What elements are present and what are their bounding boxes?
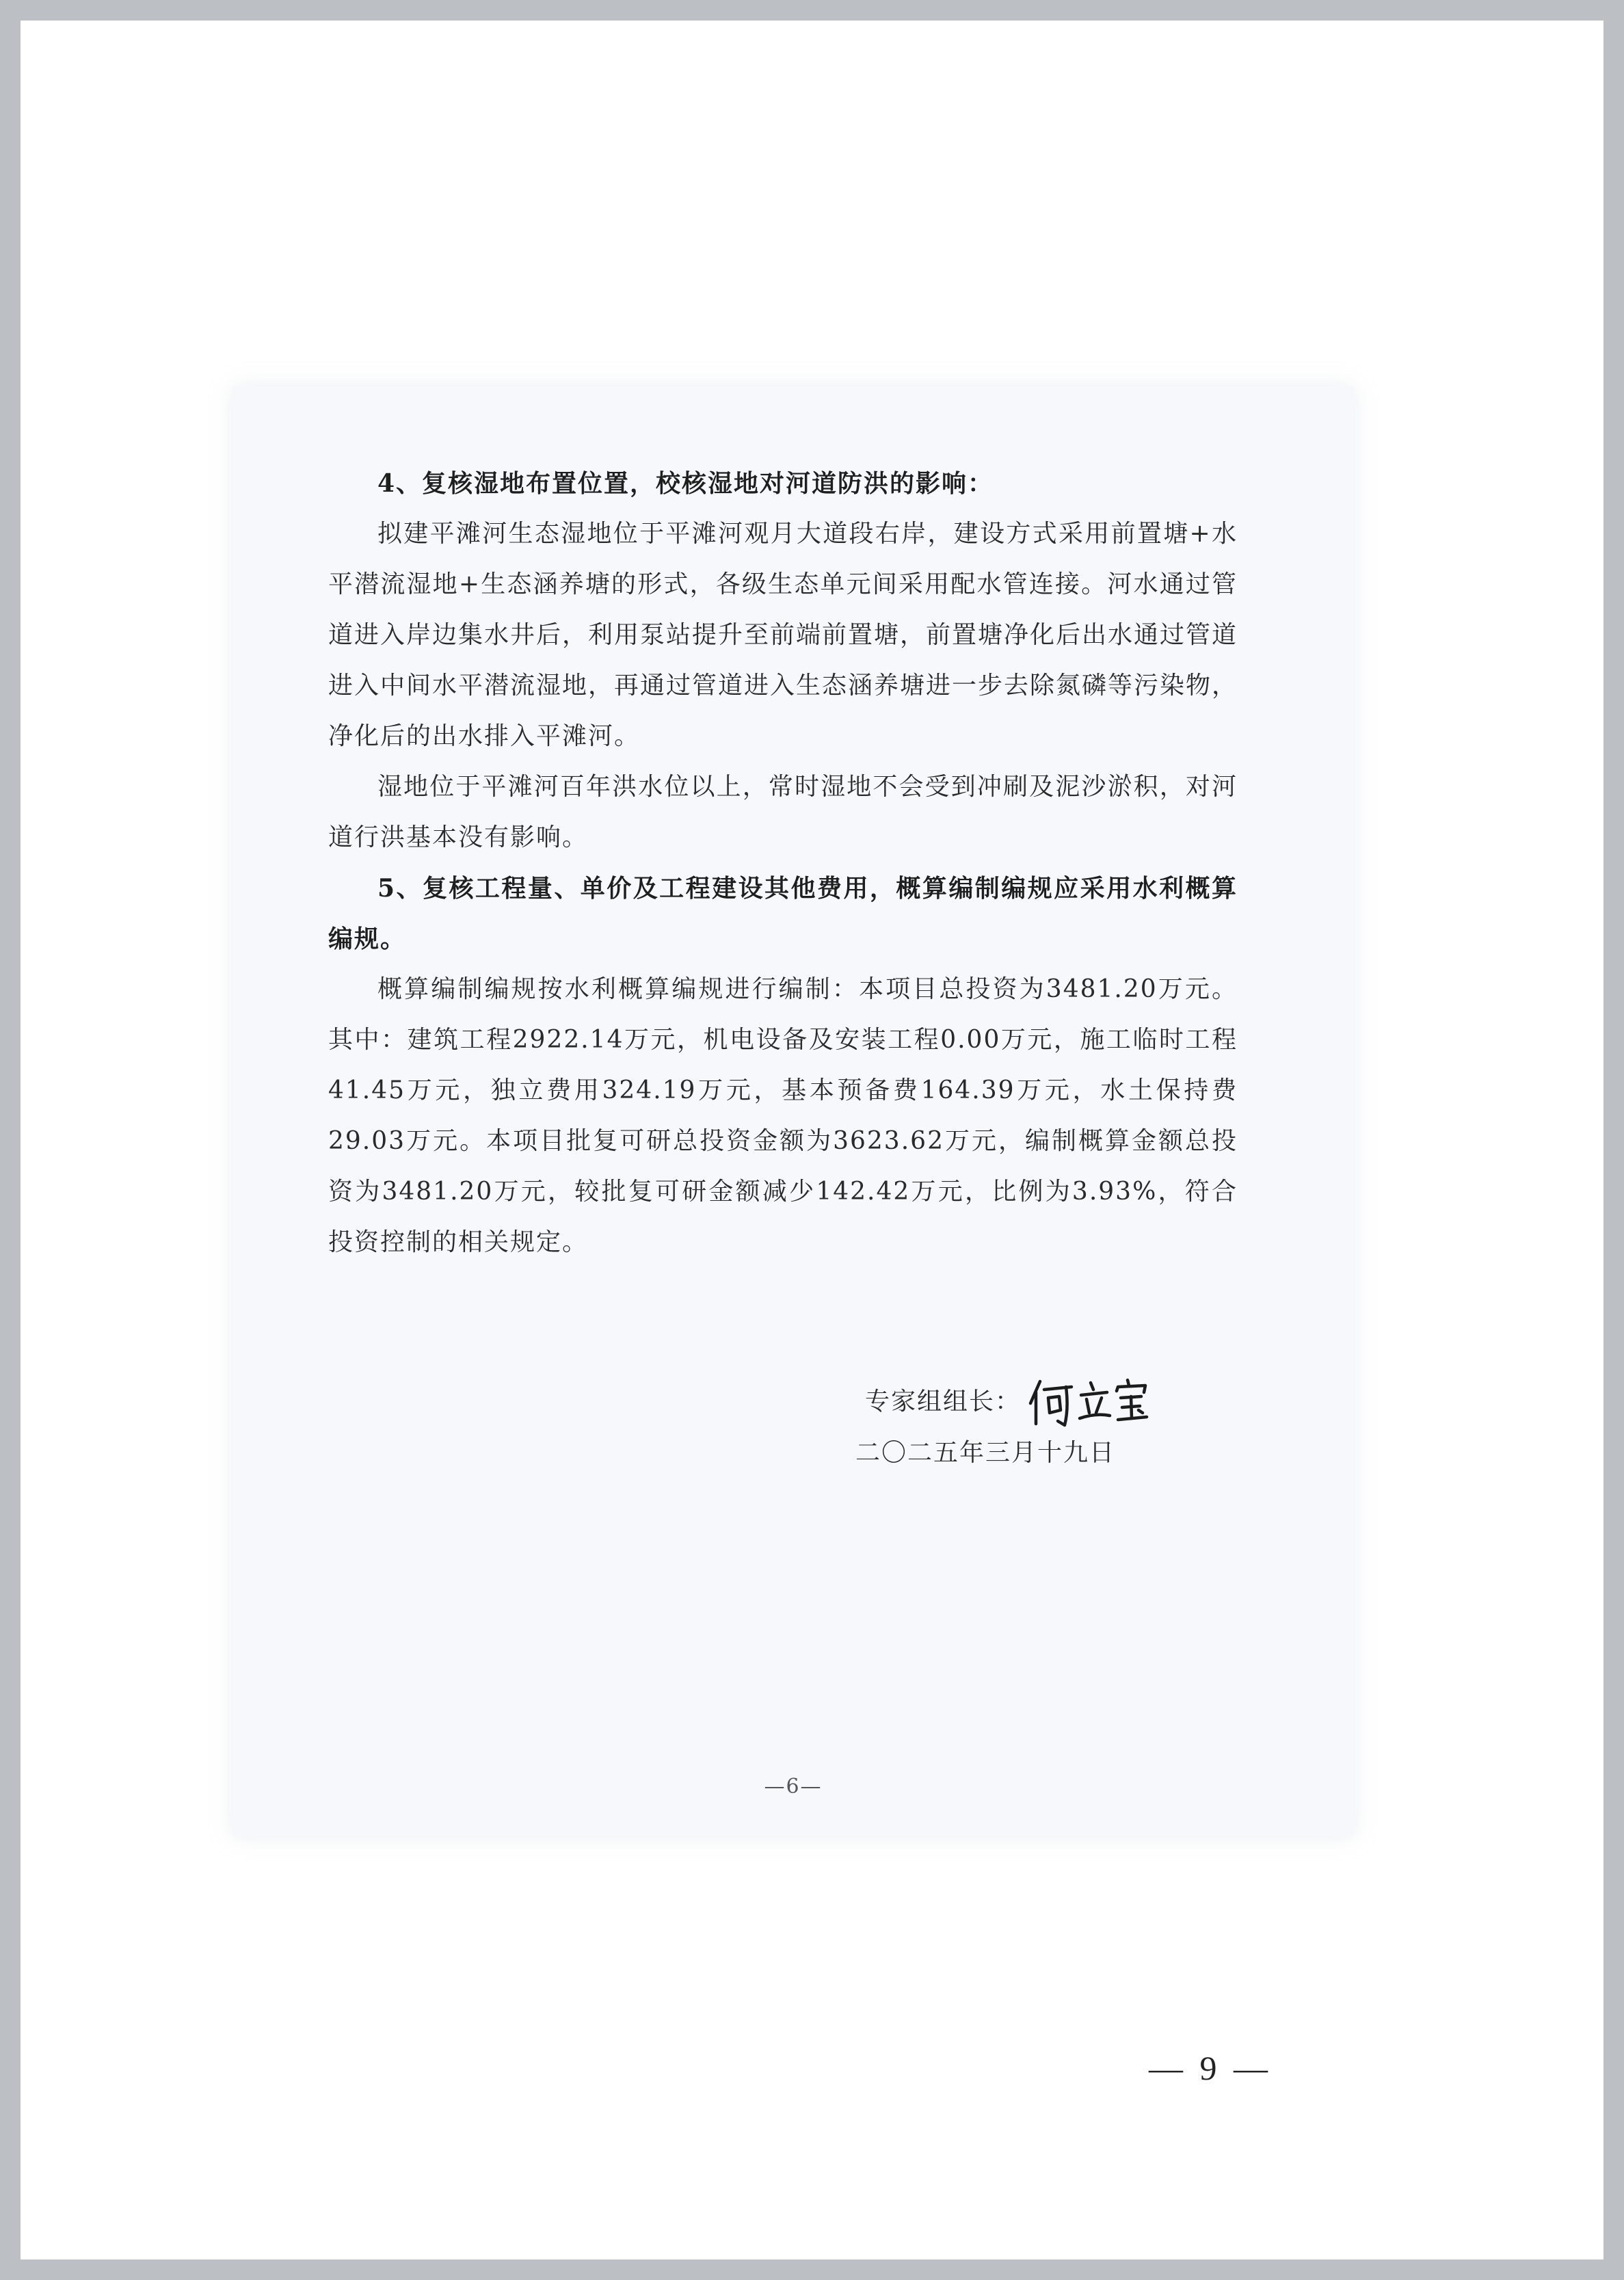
paragraph-flood-impact: 湿地位于平滩河百年洪水位以上，常时湿地不会受到冲刷及泥沙淤积，对河道行洪基本没有影响。 — [328, 773, 1238, 851]
page-number: — 9 — — [1149, 2049, 1272, 2087]
section-heading-4: 4、复核湿地布置位置，校核湿地对河道防洪的影响： — [377, 469, 994, 498]
handwritten-signature — [1025, 1375, 1155, 1429]
scanned-page — [232, 386, 1354, 1836]
scan-page-footer: —6— — [764, 1775, 823, 1799]
signature-block — [855, 1375, 1155, 1477]
section-heading-5: 5、复核工程量、单价及工程建设其他费用，概算编制编规应采用水利概算编规。 — [328, 874, 1238, 953]
signature-date: 二〇二五年三月十九日 — [855, 1439, 1116, 1467]
paragraph-budget: 概算编制编规按水利概算编规进行编制：本项目总投资为3481.20万元。其中：建筑工程2922.14万元，机电设备及安装工程0.00万元，施工临时工程41.45万元，独立费用324.19万元，基本预备费164.39万元，水土保持费29.03万元。本项目批复可研总投资金额为3623.62万元，编制概算金额总投资为3481.20万元，较批复可研金额减少142.42万元，比例为3.93%，符合投资控制的相关规定。 — [328, 975, 1238, 1256]
body-text — [328, 458, 1238, 1268]
signature-label: 专家组组长： — [865, 1388, 1022, 1416]
document-page — [21, 21, 1603, 2259]
paragraph-wetland-design: 拟建平滩河生态湿地位于平滩河观月大道段右岸，建设方式采用前置塘+水平潜流湿地+生态涵养塘的形式，各级生态单元间采用配水管连接。河水通过管道进入岸边集水井后，利用泵站提升至前端前置塘，前置塘净化后出水通过管道进入中间水平潜流湿地，再通过管道进入生态涵养塘进一步去除氮磷等污染物，净化后的出水排入平滩河。 — [328, 520, 1238, 750]
